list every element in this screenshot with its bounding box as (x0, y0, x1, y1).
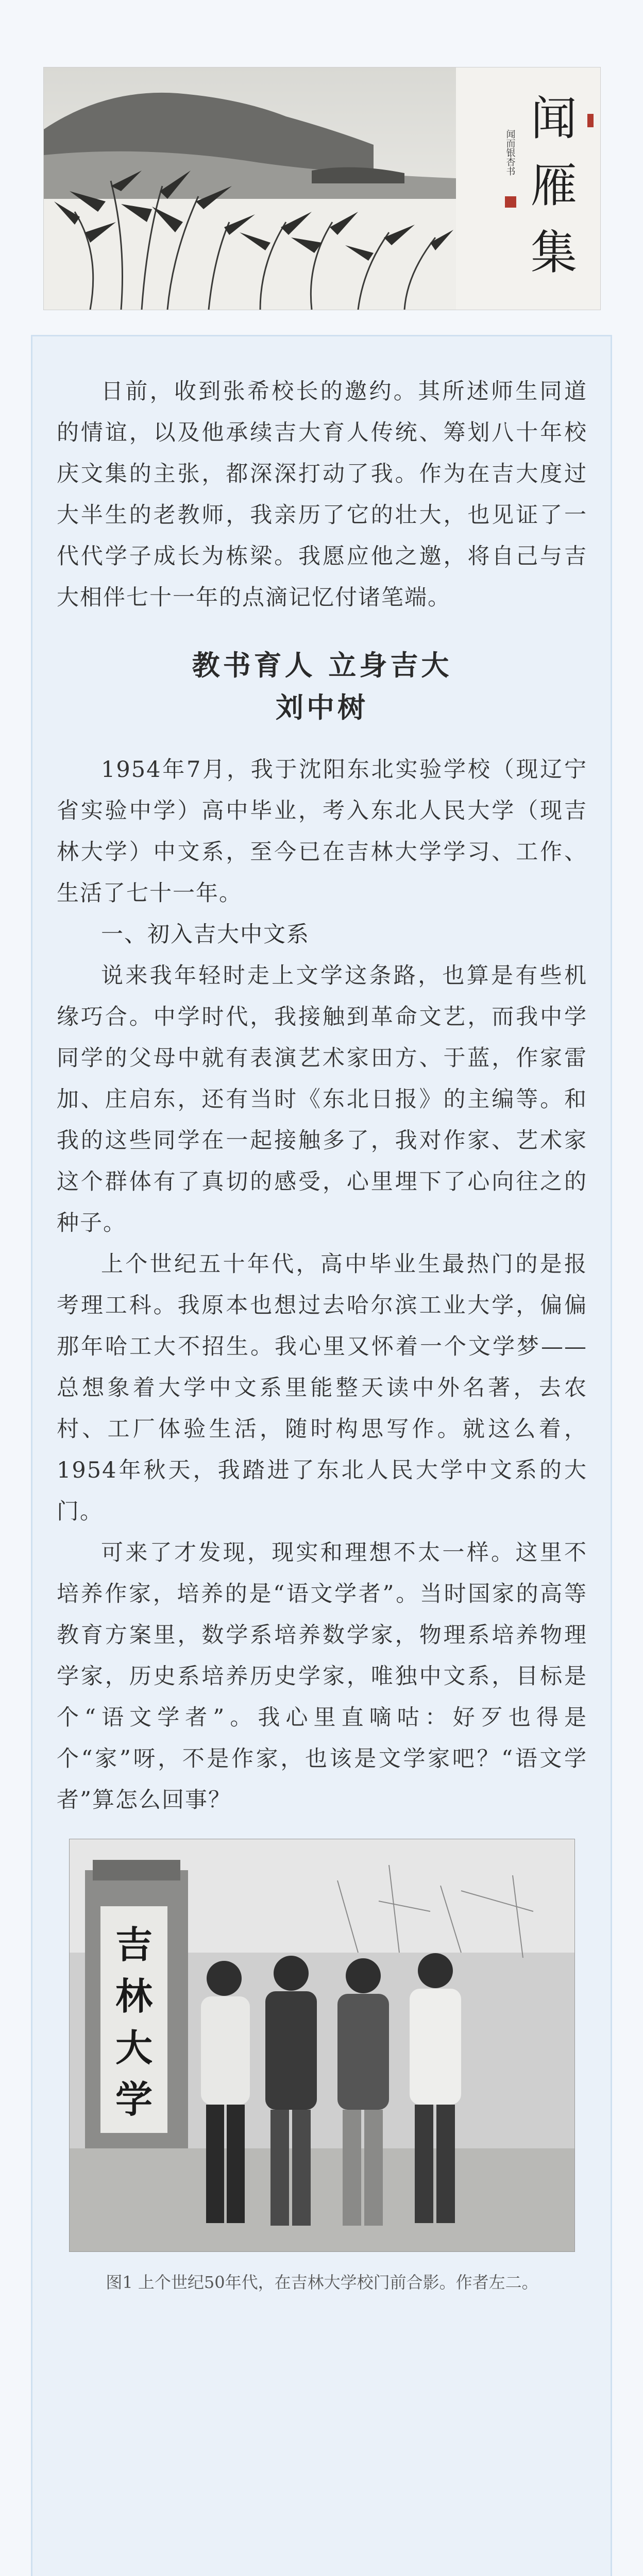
banner-title-char-2: 雁 (531, 159, 577, 213)
gate-char-1: 吉 (115, 1923, 153, 1967)
gate-char-3: 大 (115, 2026, 153, 2070)
gate-char-4: 学 (115, 2078, 153, 2121)
header-banner (43, 67, 601, 310)
body-paragraph-4: 可来了才发现，现实和理想不太一样。这里不培养作家，培养的是“语文学者”。当时国家的高等教育方案里，数学系培养数学家，物理系培养物理学家，历史系培养历史学家，唯独中文系，目标是个“语文学者”。我心里直嘀咕：好歹也得是个“家”呀，不是作家，也该是文学家吧？“语文学者”算怎么回事？ (57, 1540, 587, 1813)
article-title: 教书育人 立身吉大 (192, 649, 452, 682)
body-paragraph-2: 说来我年轻时走上文学这条路，也算是有些机缘巧合。中学时代，我接触到革命文艺，而我中学同学的父母中就有表演艺术家田方、于蓝，作家雷加、庄启东，还有当时《东北日报》的主编等。和我的这些同学在一起接触多了，我对作家、艺术家这个群体有了真切的感受，心里埋下了心向往之的种子。 (57, 963, 587, 1236)
banner-signature: 闻而银杏书 (504, 129, 516, 176)
red-seal-icon (505, 196, 516, 208)
photo-caption: 图1 上个世纪50年代，在吉林大学校门前合影。作者左二。 (106, 2273, 538, 2292)
banner-title-char-1: 闻 (531, 92, 577, 146)
article-content (57, 371, 587, 2298)
article-author: 刘中树 (276, 691, 368, 724)
gate-char-2: 林 (115, 1975, 153, 2018)
red-seal-small-icon (587, 114, 594, 127)
ink-painting-image (44, 67, 600, 310)
historic-photo (69, 1839, 575, 2252)
body-paragraph-3: 上个世纪五十年代，高中毕业生最热门的是报考理工科。我原本也想过去哈尔滨工业大学，偏偏那年哈工大不招生。我心里又怀着一个文学梦——总想象着大学中文系里能整天读中外名著，去农村、工厂体验生活，随时构思写作。就这么着，1954年秋天，我踏进了东北人民大学中文系的大门。 (57, 1251, 587, 1524)
intro-paragraph: 日前，收到张希校长的邀约。其所述师生同道的情谊，以及他承续吉大育人传统、筹划八十年校庆文集的主张，都深深打动了我。作为在吉大度过大半生的老教师，我亲历了它的壮大，也见证了一代代学子成长为栋梁。我愿应他之邀，将自己与吉大相伴七十一年的点滴记忆付诸笔端。 (57, 379, 587, 611)
banner-title-char-3: 集 (531, 226, 577, 280)
section-heading: 一、初入吉大中文系 (101, 922, 310, 947)
body-paragraph-1: 1954年7月，我于沈阳东北实验学校（现辽宁省实验中学）高中毕业，考入东北人民大学（现吉林大学）中文系，至今已在吉林大学学习、工作、生活了七十一年。 (57, 757, 587, 906)
